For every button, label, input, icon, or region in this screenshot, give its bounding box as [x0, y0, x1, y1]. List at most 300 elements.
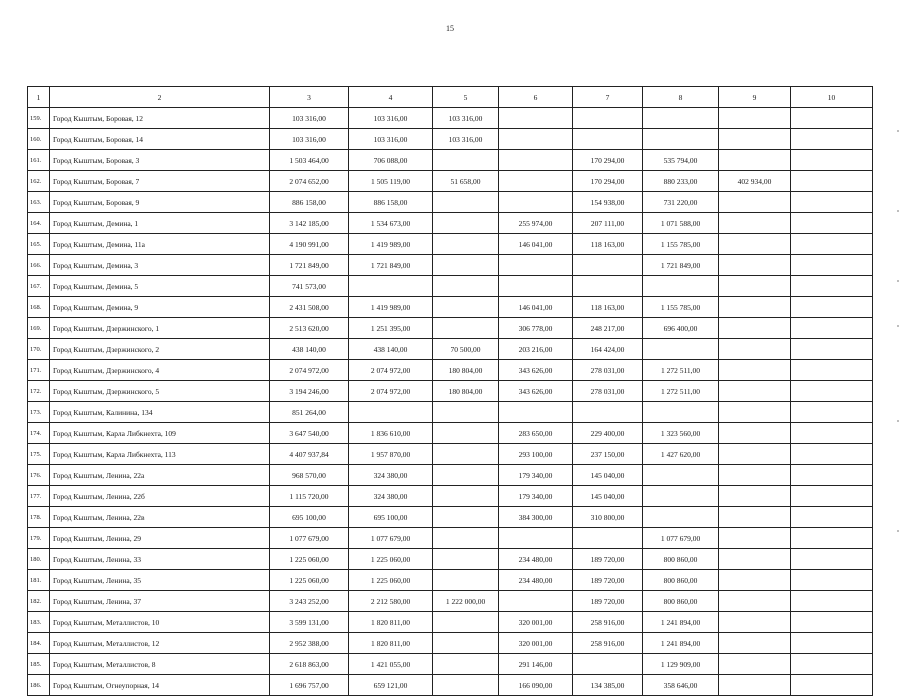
value-cell-c6: 291 146,00	[499, 654, 573, 675]
table-row	[28, 528, 873, 549]
value-cell-c5: 1 222 000,00	[433, 591, 499, 612]
value-cell-c4	[349, 276, 433, 297]
value-cell-c9	[719, 465, 791, 486]
address-cell: Город Кыштым, Демина, 5	[50, 276, 270, 297]
address-cell: Город Кыштым, Металлистов, 8	[50, 654, 270, 675]
value-cell-c6	[499, 591, 573, 612]
table-row	[28, 591, 873, 612]
value-cell-c8: 1 071 588,00	[643, 213, 719, 234]
value-cell-c4: 1 419 989,00	[349, 297, 433, 318]
value-cell-c6	[499, 108, 573, 129]
value-cell-c6	[499, 276, 573, 297]
value-cell-c8: 358 646,00	[643, 675, 719, 696]
value-cell-c7	[573, 255, 643, 276]
value-cell-c10	[791, 150, 873, 171]
value-cell-c3: 1 503 464,00	[270, 150, 349, 171]
value-cell-c6	[499, 192, 573, 213]
value-cell-c7: 258 916,00	[573, 612, 643, 633]
table-row	[28, 570, 873, 591]
value-cell-c10	[791, 612, 873, 633]
value-cell-c3: 886 158,00	[270, 192, 349, 213]
address-cell: Город Кыштым, Ленина, 35	[50, 570, 270, 591]
value-cell-c5: 180 804,00	[433, 381, 499, 402]
value-cell-c9	[719, 234, 791, 255]
value-cell-c9	[719, 297, 791, 318]
value-cell-c3: 1 115 720,00	[270, 486, 349, 507]
value-cell-c6: 283 650,00	[499, 423, 573, 444]
row-number: 180.	[28, 549, 50, 570]
address-cell: Город Кыштым, Боровая, 7	[50, 171, 270, 192]
value-cell-c8	[643, 108, 719, 129]
value-cell-c4: 1 419 989,00	[349, 234, 433, 255]
value-cell-c8: 535 794,00	[643, 150, 719, 171]
value-cell-c3: 695 100,00	[270, 507, 349, 528]
table-row	[28, 423, 873, 444]
value-cell-c7: 248 217,00	[573, 318, 643, 339]
table-row	[28, 360, 873, 381]
row-number: 172.	[28, 381, 50, 402]
value-cell-c9	[719, 360, 791, 381]
row-number: 173.	[28, 402, 50, 423]
value-cell-c4: 438 140,00	[349, 339, 433, 360]
table-row	[28, 444, 873, 465]
value-cell-c5	[433, 507, 499, 528]
value-cell-c4: 659 121,00	[349, 675, 433, 696]
table-row	[28, 381, 873, 402]
data-table	[27, 86, 873, 696]
value-cell-c3: 2 618 863,00	[270, 654, 349, 675]
value-cell-c7	[573, 108, 643, 129]
value-cell-c5	[433, 255, 499, 276]
value-cell-c6	[499, 129, 573, 150]
value-cell-c8: 1 427 620,00	[643, 444, 719, 465]
value-cell-c10	[791, 528, 873, 549]
value-cell-c5	[433, 402, 499, 423]
value-cell-c5	[433, 612, 499, 633]
value-cell-c3: 3 194 246,00	[270, 381, 349, 402]
value-cell-c7: 145 040,00	[573, 486, 643, 507]
value-cell-c9	[719, 192, 791, 213]
address-cell: Город Кыштым, Дзержинского, 5	[50, 381, 270, 402]
value-cell-c9	[719, 507, 791, 528]
column-header-8: 8	[643, 87, 719, 108]
address-cell: Город Кыштым, Металлистов, 10	[50, 612, 270, 633]
address-cell: Город Кыштым, Дзержинского, 4	[50, 360, 270, 381]
table-row	[28, 297, 873, 318]
value-cell-c4: 1 836 610,00	[349, 423, 433, 444]
value-cell-c6: 343 626,00	[499, 360, 573, 381]
value-cell-c9	[719, 423, 791, 444]
value-cell-c6: 320 001,00	[499, 612, 573, 633]
table-row	[28, 549, 873, 570]
value-cell-c10	[791, 402, 873, 423]
value-cell-c9	[719, 276, 791, 297]
value-cell-c9	[719, 444, 791, 465]
value-cell-c10	[791, 381, 873, 402]
row-number: 161.	[28, 150, 50, 171]
page-number: 15	[446, 24, 454, 33]
table-row	[28, 192, 873, 213]
value-cell-c5	[433, 276, 499, 297]
value-cell-c10	[791, 213, 873, 234]
value-cell-c3: 1 225 060,00	[270, 570, 349, 591]
value-cell-c7	[573, 129, 643, 150]
row-number: 168.	[28, 297, 50, 318]
scan-edge-marks	[895, 120, 899, 580]
address-cell: Город Кыштым, Ленина, 29	[50, 528, 270, 549]
value-cell-c5: 70 500,00	[433, 339, 499, 360]
address-cell: Город Кыштым, Калинина, 134	[50, 402, 270, 423]
address-cell: Город Кыштым, Боровая, 9	[50, 192, 270, 213]
value-cell-c8: 800 860,00	[643, 549, 719, 570]
value-cell-c8	[643, 507, 719, 528]
value-cell-c7	[573, 402, 643, 423]
address-cell: Город Кыштым, Демина, 11а	[50, 234, 270, 255]
address-cell: Город Кыштым, Ленина, 22б	[50, 486, 270, 507]
value-cell-c5	[433, 234, 499, 255]
row-number: 162.	[28, 171, 50, 192]
table-row	[28, 255, 873, 276]
column-header-6: 6	[499, 87, 573, 108]
value-cell-c9	[719, 549, 791, 570]
value-cell-c10	[791, 108, 873, 129]
value-cell-c4: 695 100,00	[349, 507, 433, 528]
table-row	[28, 654, 873, 675]
value-cell-c3: 3 647 540,00	[270, 423, 349, 444]
value-cell-c3: 2 431 508,00	[270, 297, 349, 318]
value-cell-c9	[719, 612, 791, 633]
row-number: 171.	[28, 360, 50, 381]
value-cell-c3: 103 316,00	[270, 108, 349, 129]
value-cell-c7: 164 424,00	[573, 339, 643, 360]
value-cell-c8	[643, 339, 719, 360]
value-cell-c3: 1 696 757,00	[270, 675, 349, 696]
row-number: 177.	[28, 486, 50, 507]
table-row	[28, 129, 873, 150]
value-cell-c7: 170 294,00	[573, 150, 643, 171]
value-cell-c5	[433, 675, 499, 696]
value-cell-c10	[791, 465, 873, 486]
value-cell-c4: 1 505 119,00	[349, 171, 433, 192]
column-header-5: 5	[433, 87, 499, 108]
address-cell: Город Кыштым, Боровая, 14	[50, 129, 270, 150]
row-number: 182.	[28, 591, 50, 612]
row-number: 175.	[28, 444, 50, 465]
value-cell-c4: 1 421 055,00	[349, 654, 433, 675]
table-row	[28, 612, 873, 633]
value-cell-c7: 118 163,00	[573, 234, 643, 255]
value-cell-c10	[791, 255, 873, 276]
value-cell-c8: 1 272 511,00	[643, 360, 719, 381]
table-row	[28, 507, 873, 528]
row-number: 184.	[28, 633, 50, 654]
value-cell-c3: 2 074 972,00	[270, 360, 349, 381]
row-number: 170.	[28, 339, 50, 360]
value-cell-c6: 234 480,00	[499, 549, 573, 570]
table-row	[28, 486, 873, 507]
row-number: 159.	[28, 108, 50, 129]
table-row	[28, 150, 873, 171]
value-cell-c3: 438 140,00	[270, 339, 349, 360]
value-cell-c6: 320 001,00	[499, 633, 573, 654]
value-cell-c5	[433, 570, 499, 591]
value-cell-c3: 2 513 620,00	[270, 318, 349, 339]
value-cell-c5	[433, 654, 499, 675]
row-number: 163.	[28, 192, 50, 213]
table-row	[28, 339, 873, 360]
value-cell-c6: 166 090,00	[499, 675, 573, 696]
value-cell-c9	[719, 675, 791, 696]
address-cell: Город Кыштым, Боровая, 12	[50, 108, 270, 129]
value-cell-c6	[499, 402, 573, 423]
value-cell-c9	[719, 150, 791, 171]
value-cell-c9	[719, 654, 791, 675]
value-cell-c8: 696 400,00	[643, 318, 719, 339]
value-cell-c5	[433, 297, 499, 318]
value-cell-c9	[719, 129, 791, 150]
value-cell-c5	[433, 423, 499, 444]
row-number: 174.	[28, 423, 50, 444]
value-cell-c5	[433, 150, 499, 171]
value-cell-c6: 146 041,00	[499, 297, 573, 318]
value-cell-c8: 1 155 785,00	[643, 234, 719, 255]
address-cell: Город Кыштым, Демина, 3	[50, 255, 270, 276]
value-cell-c5	[433, 318, 499, 339]
value-cell-c4: 1 077 679,00	[349, 528, 433, 549]
value-cell-c4: 1 225 060,00	[349, 570, 433, 591]
table-row	[28, 108, 873, 129]
value-cell-c7: 229 400,00	[573, 423, 643, 444]
row-number: 166.	[28, 255, 50, 276]
value-cell-c4: 1 721 849,00	[349, 255, 433, 276]
table-row	[28, 633, 873, 654]
value-cell-c5	[433, 465, 499, 486]
value-cell-c10	[791, 318, 873, 339]
value-cell-c3: 968 570,00	[270, 465, 349, 486]
value-cell-c6	[499, 171, 573, 192]
address-cell: Город Кыштым, Карла Либкнехта, 109	[50, 423, 270, 444]
column-header-2: 2	[50, 87, 270, 108]
address-cell: Город Кыштым, Ленина, 22а	[50, 465, 270, 486]
value-cell-c7: 278 031,00	[573, 381, 643, 402]
value-cell-c3: 851 264,00	[270, 402, 349, 423]
value-cell-c4: 2 212 580,00	[349, 591, 433, 612]
value-cell-c9	[719, 570, 791, 591]
value-cell-c8: 1 323 560,00	[643, 423, 719, 444]
value-cell-c8: 1 721 849,00	[643, 255, 719, 276]
value-cell-c6	[499, 528, 573, 549]
value-cell-c4: 1 957 870,00	[349, 444, 433, 465]
column-header-7: 7	[573, 87, 643, 108]
value-cell-c6	[499, 150, 573, 171]
value-cell-c5	[433, 192, 499, 213]
value-cell-c6	[499, 255, 573, 276]
value-cell-c7: 310 800,00	[573, 507, 643, 528]
value-cell-c7: 278 031,00	[573, 360, 643, 381]
value-cell-c8: 880 233,00	[643, 171, 719, 192]
column-header-4: 4	[349, 87, 433, 108]
value-cell-c8	[643, 276, 719, 297]
row-number: 165.	[28, 234, 50, 255]
value-cell-c4: 1 820 811,00	[349, 612, 433, 633]
value-cell-c4: 103 316,00	[349, 129, 433, 150]
value-cell-c6: 146 041,00	[499, 234, 573, 255]
value-cell-c10	[791, 633, 873, 654]
value-cell-c4	[349, 402, 433, 423]
table-row	[28, 465, 873, 486]
column-header-3: 3	[270, 87, 349, 108]
value-cell-c10	[791, 129, 873, 150]
value-cell-c10	[791, 297, 873, 318]
address-cell: Город Кыштым, Карла Либкнехта, 113	[50, 444, 270, 465]
address-cell: Город Кыштым, Огнеупорная, 14	[50, 675, 270, 696]
value-cell-c10	[791, 192, 873, 213]
column-header-10: 10	[791, 87, 873, 108]
value-cell-c8: 1 077 679,00	[643, 528, 719, 549]
value-cell-c6: 203 216,00	[499, 339, 573, 360]
row-number: 186.	[28, 675, 50, 696]
value-cell-c6: 384 300,00	[499, 507, 573, 528]
value-cell-c10	[791, 423, 873, 444]
value-cell-c3: 1 077 679,00	[270, 528, 349, 549]
address-cell: Город Кыштым, Дзержинского, 1	[50, 318, 270, 339]
row-number: 167.	[28, 276, 50, 297]
value-cell-c7	[573, 276, 643, 297]
value-cell-c9	[719, 255, 791, 276]
address-cell: Город Кыштым, Дзержинского, 2	[50, 339, 270, 360]
value-cell-c5: 180 804,00	[433, 360, 499, 381]
value-cell-c6: 293 100,00	[499, 444, 573, 465]
value-cell-c6: 306 778,00	[499, 318, 573, 339]
value-cell-c5	[433, 528, 499, 549]
value-cell-c3: 1 721 849,00	[270, 255, 349, 276]
value-cell-c7: 189 720,00	[573, 570, 643, 591]
row-number: 185.	[28, 654, 50, 675]
table-row	[28, 171, 873, 192]
value-cell-c10	[791, 570, 873, 591]
table-header-row	[28, 87, 873, 108]
value-cell-c9	[719, 402, 791, 423]
value-cell-c7: 170 294,00	[573, 171, 643, 192]
value-cell-c7: 154 938,00	[573, 192, 643, 213]
row-number: 164.	[28, 213, 50, 234]
value-cell-c9	[719, 528, 791, 549]
value-cell-c10	[791, 486, 873, 507]
address-cell: Город Кыштым, Ленина, 22в	[50, 507, 270, 528]
value-cell-c4: 1 534 673,00	[349, 213, 433, 234]
row-number: 181.	[28, 570, 50, 591]
value-cell-c6: 255 974,00	[499, 213, 573, 234]
value-cell-c9	[719, 339, 791, 360]
address-cell: Город Кыштым, Демина, 1	[50, 213, 270, 234]
row-number: 160.	[28, 129, 50, 150]
address-cell: Город Кыштым, Демина, 9	[50, 297, 270, 318]
table-row	[28, 318, 873, 339]
column-header-1: 1	[28, 87, 50, 108]
value-cell-c9	[719, 108, 791, 129]
value-cell-c7: 189 720,00	[573, 591, 643, 612]
row-number: 176.	[28, 465, 50, 486]
value-cell-c5	[433, 486, 499, 507]
value-cell-c9	[719, 486, 791, 507]
value-cell-c3: 4 407 937,84	[270, 444, 349, 465]
value-cell-c8: 731 220,00	[643, 192, 719, 213]
row-number: 179.	[28, 528, 50, 549]
value-cell-c7	[573, 528, 643, 549]
value-cell-c10	[791, 360, 873, 381]
value-cell-c3: 3 243 252,00	[270, 591, 349, 612]
row-number: 178.	[28, 507, 50, 528]
address-cell: Город Кыштым, Ленина, 33	[50, 549, 270, 570]
address-cell: Город Кыштым, Ленина, 37	[50, 591, 270, 612]
table-body	[28, 108, 873, 696]
value-cell-c9	[719, 633, 791, 654]
value-cell-c8: 800 860,00	[643, 591, 719, 612]
value-cell-c4: 1 820 811,00	[349, 633, 433, 654]
value-cell-c10	[791, 549, 873, 570]
address-cell: Город Кыштым, Металлистов, 12	[50, 633, 270, 654]
value-cell-c9	[719, 591, 791, 612]
value-cell-c4: 2 074 972,00	[349, 381, 433, 402]
value-cell-c4: 324 380,00	[349, 486, 433, 507]
value-cell-c8	[643, 402, 719, 423]
value-cell-c8: 1 155 785,00	[643, 297, 719, 318]
value-cell-c10	[791, 675, 873, 696]
value-cell-c7: 258 916,00	[573, 633, 643, 654]
value-cell-c3: 103 316,00	[270, 129, 349, 150]
value-cell-c9	[719, 381, 791, 402]
address-cell: Город Кыштым, Боровая, 3	[50, 150, 270, 171]
table-row	[28, 234, 873, 255]
value-cell-c9	[719, 318, 791, 339]
value-cell-c10	[791, 507, 873, 528]
table-row	[28, 402, 873, 423]
value-cell-c3: 4 190 991,00	[270, 234, 349, 255]
value-cell-c7: 237 150,00	[573, 444, 643, 465]
value-cell-c5: 103 316,00	[433, 108, 499, 129]
value-cell-c5	[433, 549, 499, 570]
value-cell-c10	[791, 591, 873, 612]
value-cell-c3: 2 952 388,00	[270, 633, 349, 654]
value-cell-c10	[791, 444, 873, 465]
value-cell-c7: 207 111,00	[573, 213, 643, 234]
value-cell-c4: 1 225 060,00	[349, 549, 433, 570]
value-cell-c4: 103 316,00	[349, 108, 433, 129]
value-cell-c4: 886 158,00	[349, 192, 433, 213]
value-cell-c7: 189 720,00	[573, 549, 643, 570]
value-cell-c3: 3 142 185,00	[270, 213, 349, 234]
value-cell-c9	[719, 213, 791, 234]
value-cell-c5: 103 316,00	[433, 129, 499, 150]
value-cell-c4: 706 088,00	[349, 150, 433, 171]
value-cell-c7: 134 385,00	[573, 675, 643, 696]
value-cell-c10	[791, 171, 873, 192]
value-cell-c6: 343 626,00	[499, 381, 573, 402]
value-cell-c6: 234 480,00	[499, 570, 573, 591]
value-cell-c8: 1 272 511,00	[643, 381, 719, 402]
row-number: 183.	[28, 612, 50, 633]
value-cell-c6: 179 340,00	[499, 465, 573, 486]
value-cell-c9: 402 934,00	[719, 171, 791, 192]
row-number: 169.	[28, 318, 50, 339]
value-cell-c5: 51 658,00	[433, 171, 499, 192]
value-cell-c3: 3 599 131,00	[270, 612, 349, 633]
value-cell-c8: 1 241 894,00	[643, 612, 719, 633]
column-header-9: 9	[719, 87, 791, 108]
value-cell-c5	[433, 633, 499, 654]
value-cell-c8: 1 241 894,00	[643, 633, 719, 654]
value-cell-c4: 1 251 395,00	[349, 318, 433, 339]
